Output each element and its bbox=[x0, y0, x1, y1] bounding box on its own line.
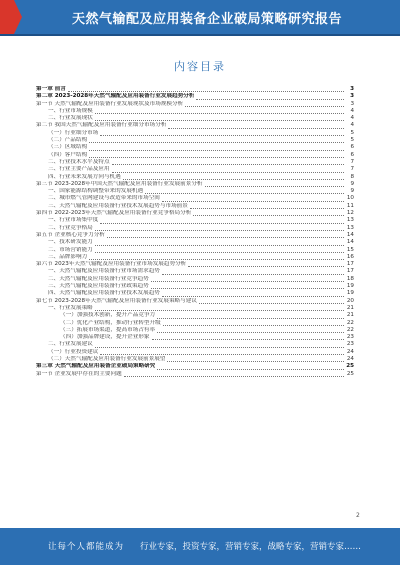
toc-entry[interactable] bbox=[36, 371, 354, 378]
toc-entry[interactable] bbox=[36, 217, 354, 224]
toc-dot-leader bbox=[157, 369, 344, 370]
toc-entry[interactable] bbox=[36, 86, 354, 93]
toc-entry-page: 16 bbox=[346, 253, 354, 260]
toc-entry[interactable] bbox=[36, 320, 354, 327]
toc-entry-page: 23 bbox=[346, 334, 354, 341]
header-divider bbox=[0, 34, 400, 36]
toc-entry[interactable] bbox=[36, 130, 354, 137]
toc-entry[interactable] bbox=[36, 122, 354, 129]
toc-entry[interactable] bbox=[36, 144, 354, 151]
toc-entry-page: 23 bbox=[346, 341, 354, 348]
toc-entry-title: （四）加强品牌建设，提升企业形象 bbox=[60, 334, 150, 341]
toc-entry[interactable] bbox=[36, 174, 354, 181]
toc-entry-page: 3 bbox=[350, 93, 354, 100]
report-title: 天然气输配及应用装备企业破局策略研究报告 bbox=[72, 12, 343, 27]
toc-entry-title: （三）拓展市场渠道，提高市场占有率 bbox=[60, 326, 156, 333]
toc-dot-leader bbox=[123, 179, 344, 180]
toc-entry[interactable] bbox=[36, 210, 354, 217]
toc-entry[interactable] bbox=[36, 363, 354, 370]
toc-entry-page: 12 bbox=[346, 210, 354, 217]
toc-entry-page: 24 bbox=[346, 348, 354, 355]
toc-entry-page: 24 bbox=[346, 355, 354, 362]
toc-entry-page: 11 bbox=[346, 202, 354, 209]
toc-entry-page: 13 bbox=[346, 224, 354, 231]
toc-dot-leader bbox=[95, 310, 344, 311]
toc-entry-title: 二、行业竞争格局 bbox=[48, 224, 93, 231]
toc-dot-leader bbox=[68, 91, 344, 92]
toc-entry-title: 三、品牌影响力 bbox=[48, 253, 88, 260]
toc-dot-leader bbox=[95, 245, 344, 246]
toc-dot-leader bbox=[112, 164, 344, 165]
toc-dot-leader bbox=[190, 208, 344, 209]
toc-dot-leader bbox=[151, 281, 344, 282]
toc-entry[interactable] bbox=[36, 349, 354, 356]
toc-entry-title: 二、行业发展现状 bbox=[48, 115, 93, 122]
toc-entry[interactable] bbox=[36, 101, 354, 108]
toc-dot-leader bbox=[199, 303, 344, 304]
toc-entry[interactable] bbox=[36, 276, 354, 283]
toc-entry-title: 第三章 天然气输配及应用装备企业破局策略研究 bbox=[36, 363, 156, 370]
toc-dot-leader bbox=[152, 339, 344, 340]
toc-dot-leader bbox=[95, 347, 344, 348]
toc-entry-page: 18 bbox=[346, 275, 354, 282]
toc-entry[interactable] bbox=[36, 137, 354, 144]
toc-entry-title: 二、城市燃气管网建设与改造带来的市场空间 bbox=[48, 195, 160, 202]
toc-entry-page: 3 bbox=[350, 100, 354, 107]
toc-entry[interactable] bbox=[36, 152, 354, 159]
toc-entry-title: （一）行业细分市场 bbox=[48, 129, 99, 136]
toc-dot-leader bbox=[145, 193, 344, 194]
toc-dot-leader bbox=[168, 128, 344, 129]
toc-entry-title: 二、行业技术水平及特点 bbox=[48, 158, 110, 165]
toc-entry[interactable] bbox=[36, 356, 354, 363]
toc-entry-title: 四、天然气输配及应用装备行业技术发展趋势 bbox=[48, 290, 160, 297]
toc-entry-title: 第五节 企业核心竞争力分析 bbox=[36, 231, 105, 238]
toc-dot-leader bbox=[95, 120, 344, 121]
toc-dot-leader bbox=[95, 252, 344, 253]
toc-dot-leader bbox=[124, 376, 344, 377]
toc-entry[interactable] bbox=[36, 261, 354, 268]
toc-entry-page: 13 bbox=[346, 217, 354, 224]
toc-entry-page: 5 bbox=[350, 137, 354, 144]
toc-entry-title: 三、天然气输配及应用装备行业政策趋势 bbox=[48, 283, 149, 290]
toc-entry-title: 三、天然气输配及应用装备行业技术发展趋势与市场前景 bbox=[48, 202, 188, 209]
toc-entry-page: 4 bbox=[350, 107, 354, 114]
toc-entry[interactable] bbox=[36, 312, 354, 319]
toc-entry-page: 21 bbox=[346, 304, 354, 311]
toc-entry-page: 22 bbox=[346, 326, 354, 333]
toc-entry-page: 6 bbox=[350, 144, 354, 151]
toc-entry[interactable] bbox=[36, 232, 354, 239]
toc-entry-title: 一、技术研发能力 bbox=[48, 239, 93, 246]
toc-dot-leader bbox=[193, 215, 344, 216]
toc-entry[interactable] bbox=[36, 195, 354, 202]
toc-entry-page: 19 bbox=[346, 283, 354, 290]
toc-entry[interactable] bbox=[36, 305, 354, 312]
toc-entry-title: （一）加强技术创新，提升产品竞争力 bbox=[60, 312, 156, 319]
toc-entry-title: （二）产品结构 bbox=[48, 137, 88, 144]
toc-entry[interactable] bbox=[36, 108, 354, 115]
toc-entry-page: 21 bbox=[346, 312, 354, 319]
footer-slogan: 让每个人都能成为 bbox=[48, 542, 125, 552]
toc-entry-page: 14 bbox=[346, 231, 354, 238]
toc-entry[interactable] bbox=[36, 225, 354, 232]
toc-entry[interactable] bbox=[36, 93, 354, 100]
toc-entry-page: 4 bbox=[350, 115, 354, 122]
toc-entry-page: 17 bbox=[346, 268, 354, 275]
toc-entry[interactable] bbox=[36, 327, 354, 334]
toc-entry[interactable] bbox=[36, 247, 354, 254]
toc-dot-leader bbox=[167, 361, 344, 362]
toc-entry-title: （二）优化产业结构，推动行业转型升级 bbox=[60, 319, 161, 326]
toc-entry-title: （三）区域结构 bbox=[48, 144, 88, 151]
toc-entry-title: 四、行业未来发展方向与机遇 bbox=[48, 173, 121, 180]
toc-entry-title: 第一节 企业发展中存在的主要问题 bbox=[36, 370, 122, 377]
toc-entry-title: 二、天然气输配及应用装备行业竞争趋势 bbox=[48, 275, 149, 282]
toc-entry[interactable] bbox=[36, 181, 354, 188]
toc-entry-title: 一、国家能源结构调整带来的发展机遇 bbox=[48, 188, 144, 195]
toc-dot-leader bbox=[95, 113, 344, 114]
toc-entry-title: 二、市场营销能力 bbox=[48, 246, 93, 253]
toc-entry-page: 10 bbox=[346, 195, 354, 202]
toc-entry-title: 三、行业主要产品及应用 bbox=[48, 166, 110, 173]
toc-entry-title: 第七节 2023-2028年天然气输配及应用装备行业发展策略与建议 bbox=[36, 297, 197, 304]
toc-entry[interactable] bbox=[36, 166, 354, 173]
toc-entry-page: 9 bbox=[350, 180, 354, 187]
toc-entry-title: （二）天然气输配及应用装备行业发展前景展望 bbox=[48, 355, 166, 362]
toc-entry[interactable] bbox=[36, 290, 354, 297]
toc-dot-leader bbox=[163, 325, 344, 326]
toc-entry-title: 一、行业市场集中度 bbox=[48, 217, 99, 224]
report-footer bbox=[0, 528, 400, 565]
header-accent-stripe bbox=[0, 0, 14, 34]
toc-entry-title: （四）客户结构 bbox=[48, 151, 88, 158]
toc-dot-leader bbox=[89, 142, 344, 143]
toc-dot-leader bbox=[162, 296, 344, 297]
toc-entry-title: 二、行业发展建议 bbox=[48, 341, 93, 348]
toc-dot-leader bbox=[162, 274, 344, 275]
toc-dot-leader bbox=[89, 157, 344, 158]
toc-entry-title: 第二章 2023-2028年天然气输配及应用装备行业发展趋势分析 bbox=[36, 93, 195, 100]
table-of-contents bbox=[36, 86, 354, 506]
toc-entry-page: 19 bbox=[346, 290, 354, 297]
toc-entry-page: 7 bbox=[350, 166, 354, 173]
toc-dot-leader bbox=[95, 230, 344, 231]
toc-dot-leader bbox=[100, 354, 344, 355]
toc-dot-leader bbox=[196, 99, 344, 100]
toc-heading: 内容目录 bbox=[174, 60, 226, 73]
toc-dot-leader bbox=[205, 186, 344, 187]
toc-entry[interactable] bbox=[36, 203, 354, 210]
toc-dot-leader bbox=[162, 201, 344, 202]
toc-entry-title: 第二节 我国天然气输配及应用装备行业细分市场分析 bbox=[36, 122, 167, 129]
toc-entry[interactable] bbox=[36, 283, 354, 290]
toc-entry[interactable] bbox=[36, 254, 354, 261]
toc-entry[interactable] bbox=[36, 159, 354, 166]
toc-entry-title: 一、天然气输配及应用装备行业市场需求趋势 bbox=[48, 268, 160, 275]
toc-entry[interactable] bbox=[36, 334, 354, 341]
toc-entry-page: 20 bbox=[346, 297, 354, 304]
toc-dot-leader bbox=[157, 318, 344, 319]
toc-entry-page: 15 bbox=[346, 246, 354, 253]
toc-entry-title: 第四节 2022-2023年天然气输配及应用装备行业竞争格局分析 bbox=[36, 210, 192, 217]
toc-entry[interactable] bbox=[36, 298, 354, 305]
toc-entry[interactable] bbox=[36, 268, 354, 275]
toc-entry[interactable] bbox=[36, 115, 354, 122]
toc-entry-title: 第六节 2023年天然气输配及应用装备行业市场发展趋势分析 bbox=[36, 261, 187, 268]
toc-entry-title: 第三节 2023-2028年中国天然气输配及应用装备行业发展前景分析 bbox=[36, 180, 203, 187]
toc-entry-title: 第一节 天然气输配及应用装备行业发展现状及市场规模分析 bbox=[36, 100, 184, 107]
toc-entry[interactable] bbox=[36, 188, 354, 195]
toc-entry-page: 25 bbox=[346, 363, 354, 370]
page-number: 2 bbox=[356, 512, 360, 519]
toc-entry-page: 8 bbox=[350, 173, 354, 180]
toc-entry-page: 14 bbox=[346, 239, 354, 246]
toc-dot-leader bbox=[89, 150, 344, 151]
toc-dot-leader bbox=[112, 172, 344, 173]
footer-tagline: 行业专家，投资专家，营销专家，战略专家，营销专家…… bbox=[140, 542, 362, 552]
toc-entry-title: （一）行业投资建议 bbox=[48, 348, 99, 355]
toc-entry[interactable] bbox=[36, 341, 354, 348]
toc-dot-leader bbox=[107, 237, 344, 238]
toc-entry-page: 25 bbox=[346, 370, 354, 377]
toc-entry-title: 第一章 前言 bbox=[36, 86, 66, 92]
toc-dot-leader bbox=[89, 259, 344, 260]
toc-dot-leader bbox=[100, 135, 344, 136]
toc-entry-page: 4 bbox=[350, 122, 354, 129]
toc-entry-page: 22 bbox=[346, 319, 354, 326]
toc-dot-leader bbox=[185, 106, 344, 107]
toc-dot-leader bbox=[100, 223, 344, 224]
toc-dot-leader bbox=[188, 266, 344, 267]
toc-entry-page: 17 bbox=[346, 261, 354, 268]
toc-entry-page: 3 bbox=[350, 86, 354, 92]
toc-entry-title: 一、行业发展策略 bbox=[48, 304, 93, 311]
toc-entry-page: 9 bbox=[350, 188, 354, 195]
toc-entry-title: 一、行业市场规模 bbox=[48, 107, 93, 114]
toc-entry-page: 7 bbox=[350, 158, 354, 165]
toc-entry-page: 5 bbox=[350, 129, 354, 136]
toc-dot-leader bbox=[151, 288, 344, 289]
report-header bbox=[0, 0, 400, 34]
toc-dot-leader bbox=[157, 332, 344, 333]
toc-entry-page: 6 bbox=[350, 151, 354, 158]
toc-entry[interactable] bbox=[36, 239, 354, 246]
